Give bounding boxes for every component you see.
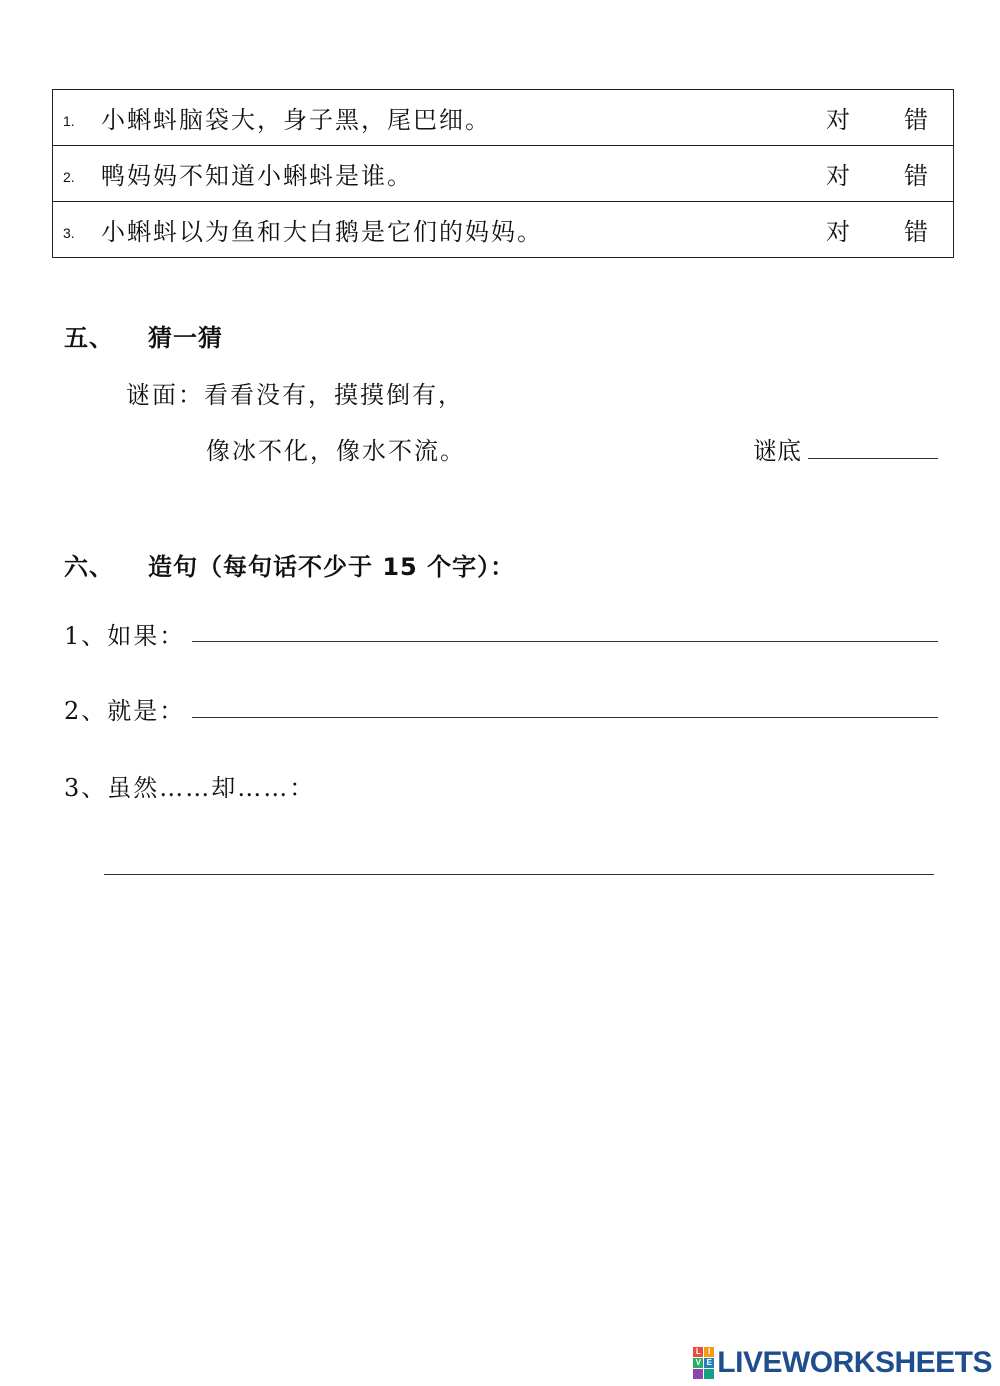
logo-blocks-icon [693,1347,714,1379]
logo-block [704,1369,714,1379]
question-text: 小蝌蚪脑袋大，身子黑，尾巴细。 [101,105,491,134]
section-5-number: 五、 [64,324,114,352]
sentence-1-label: 1、如果： [64,622,186,650]
logo-text: LIVEWORKSHEETS [717,1346,992,1379]
riddle-answer-label: 谜底 [753,437,801,465]
table-row [53,90,954,146]
table-row [53,202,954,258]
question-number: 2. [63,168,75,185]
table-row [53,146,954,202]
logo-block [693,1369,703,1379]
section-6-number: 六、 [64,553,114,581]
sentence-2-input[interactable] [192,693,938,718]
table-cell [53,146,954,202]
option-false[interactable]: 错 [904,161,928,190]
option-false[interactable]: 错 [904,217,928,246]
option-true[interactable]: 对 [826,217,850,246]
section-5-title: 猜一猜 [148,324,223,352]
logo-block: V [693,1358,703,1368]
sentence-1-input[interactable] [192,617,938,642]
table-cell [53,202,954,258]
sentence-2-label: 2、就是： [64,697,186,725]
section-6-heading [64,547,515,582]
logo-block: I [704,1347,714,1357]
option-false[interactable]: 错 [904,105,928,134]
liveworksheets-logo [693,1346,992,1380]
question-number: 3. [63,224,75,241]
question-text: 小蝌蚪以为鱼和大白鹅是它们的妈妈。 [101,217,543,246]
table-cell [53,90,954,146]
option-true[interactable]: 对 [826,161,850,190]
question-text: 鸭妈妈不知道小蝌蚪是谁。 [101,161,413,190]
true-false-table [52,89,954,258]
riddle-line-2: 像冰不化，像水不流。 [206,437,466,465]
logo-block: E [704,1358,714,1368]
logo-block: L [693,1347,703,1357]
sentence-3-label: 3、虽然……却……： [64,774,316,802]
option-true[interactable]: 对 [826,105,850,134]
sentence-3-input[interactable] [104,850,934,875]
riddle-answer-input[interactable] [808,434,938,459]
riddle-line-1: 谜面：看看没有，摸摸倒有， [126,381,464,409]
question-number: 1. [63,112,75,129]
section-6-title: 造句（每句话不少于 15 个字）： [148,553,516,581]
section-5-heading [64,318,223,353]
